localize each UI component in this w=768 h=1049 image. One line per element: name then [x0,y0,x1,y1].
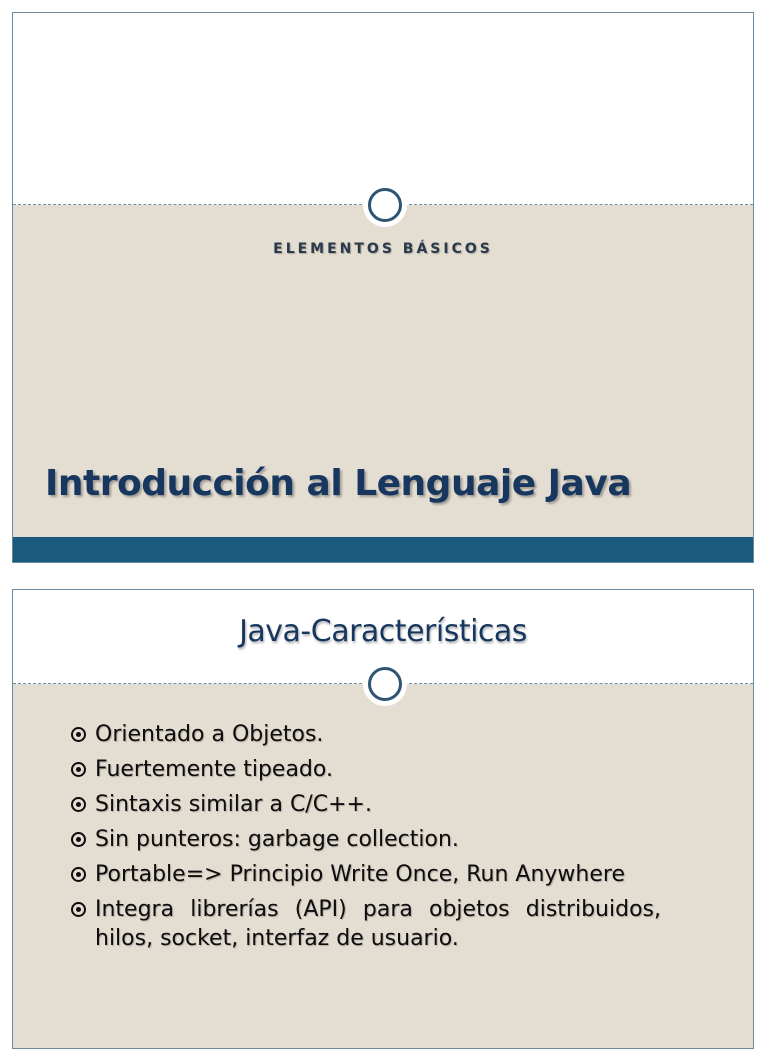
list-item-text: Sintaxis similar a C/C++. [95,792,372,817]
list-item-text: Sin punteros: garbage collection. [95,827,459,852]
list-item [71,755,661,784]
bullet-list [71,720,661,959]
slide-2-title: Java-Características [239,614,527,649]
list-item-text: Portable=> Principio Write Once, Run Anywhere [95,862,625,887]
list-item [71,895,661,953]
slide-1-bottom-band [13,537,753,563]
ring-ornament-icon [368,188,402,222]
list-item-text: Orientado a Objetos. [95,722,324,747]
list-item-text: Fuertemente tipeado. [95,757,333,782]
ring-ornament-icon [368,667,402,701]
list-item-text: Integra librerías (API) para objetos distribuidos, hilos, socket, interfaz de usuario. [95,897,661,951]
bullet-icon [71,797,86,812]
bullet-icon [71,867,86,882]
bullet-icon [71,762,86,777]
list-item [71,790,661,819]
bullet-icon [71,902,86,917]
bullet-icon [71,832,86,847]
bullet-icon [71,727,86,742]
slide-1-title: Introducción al Lenguaje Java [45,463,632,504]
slide-1-subtitle: ELEMENTOS BÁSICOS [273,241,493,257]
list-item [71,825,661,854]
list-item [71,860,661,889]
list-item [71,720,661,749]
slide-1-header-area [13,13,753,205]
slide-1 [12,12,754,563]
slide-2 [12,589,754,1049]
